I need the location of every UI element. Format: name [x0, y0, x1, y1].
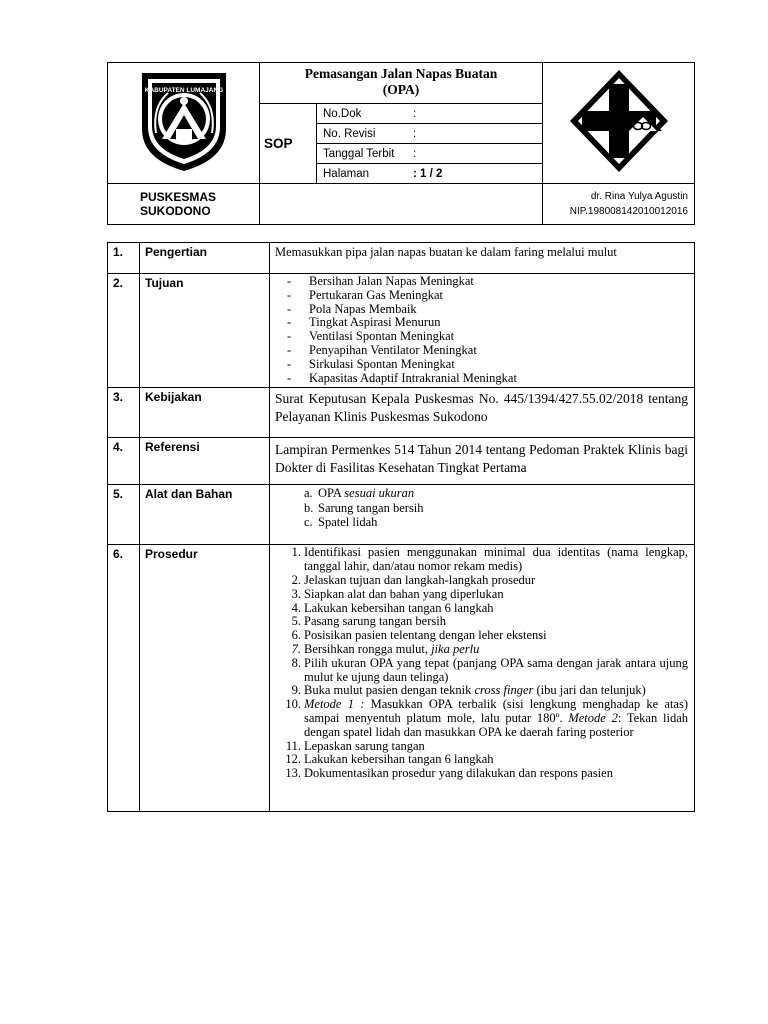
- meta-row-no-revisi: [317, 124, 543, 144]
- row-prosedur: [108, 545, 695, 812]
- row-label: Tujuan: [140, 274, 270, 388]
- prosedur-list: [275, 546, 688, 781]
- blank-cell: [260, 184, 543, 225]
- list-item: 7. Bersihkan rongga mulut, jika perlu: [291, 641, 480, 656]
- row-label: Kebijakan: [140, 388, 270, 438]
- list-item: 3. Siapkan alat dan bahan yang diperlukan: [291, 586, 504, 601]
- row-alat-dan-bahan: [108, 485, 695, 545]
- list-item-text: Penyapihan Ventilator Meningkat: [309, 342, 477, 357]
- alat-cell: [270, 485, 695, 545]
- row-number: 4.: [108, 438, 140, 485]
- row-kebijakan: [108, 388, 695, 438]
- row-label: Alat dan Bahan: [140, 485, 270, 545]
- document-title: [260, 63, 543, 104]
- list-item: - Pola Napas Membaik: [287, 301, 417, 316]
- sop-header-table: [107, 62, 695, 225]
- pengertian-text: Memasukkan pipa jalan napas buatan ke dalam faring melalui mulut: [270, 243, 695, 274]
- puskesmas-logo-cell: [543, 63, 695, 184]
- row-number: 3.: [108, 388, 140, 438]
- row-number: 6.: [108, 545, 140, 812]
- list-item: - Bersihan Jalan Napas Meningkat: [287, 274, 474, 288]
- meta-row-halaman: [317, 164, 543, 184]
- list-item-text: Sirkulasi Spontan Meningkat: [309, 356, 455, 371]
- row-label: Prosedur: [140, 545, 270, 812]
- list-item-text: Pertukaran Gas Meningkat: [309, 287, 443, 302]
- list-item: 9. Buka mulut pasien dengan teknik cross finger (ibu jari dan telunjuk): [291, 683, 646, 698]
- title-line-2: (OPA): [382, 82, 420, 97]
- sop-body-table: [107, 242, 695, 812]
- institution-line-2: SUKODONO: [140, 204, 211, 218]
- meta-value: :: [413, 147, 417, 160]
- list-item: 10. Metode 1 : Masukkan OPA terbalik (sisi lengkung menghadap ke atas) sampai menyentuh platum mole, lalu putar 180º. Metode 2: Tekan lidah dengan spatel lidah dan masukkan OPA ke daerah faring posterior: [285, 697, 688, 739]
- row-label: Referensi: [140, 438, 270, 485]
- institution-name: [108, 184, 260, 225]
- signature-block: [543, 184, 695, 225]
- meta-label: Halaman: [323, 167, 370, 180]
- row-tujuan: [108, 274, 695, 388]
- list-item: 6. Posisikan pasien telentang dengan leher ekstensi: [291, 628, 547, 643]
- list-item: - Pertukaran Gas Meningkat: [287, 287, 443, 302]
- lumajang-logo-cell: [108, 63, 260, 184]
- meta-row-no-dok: [317, 104, 543, 124]
- tujuan-list: [275, 275, 688, 385]
- list-item: - Kapasitas Adaptif Intrakranial Meningkat: [287, 370, 517, 385]
- list-item: 2. Jelaskan tujuan dan langkah-langkah prosedur: [291, 572, 536, 587]
- lumajang-regency-emblem-icon: [132, 67, 236, 175]
- meta-label: No.Dok: [323, 107, 362, 120]
- kebijakan-text: Surat Keputusan Kepala Puskesmas No. 445/1394/427.55.02/2018 tentang Pelayanan Klinis Puskesmas Sukodono: [270, 388, 695, 438]
- list-item-text: Tingkat Aspirasi Menurun: [309, 315, 441, 330]
- meta-value: :: [413, 127, 417, 140]
- meta-row-tanggal-terbit: [317, 144, 543, 164]
- signer-name: dr. Rina Yulya Agustin: [590, 191, 688, 202]
- list-item: 5. Pasang sarung tangan bersih: [291, 614, 446, 629]
- prosedur-cell: [270, 545, 695, 812]
- alat-list: [275, 486, 688, 530]
- signer-nip: NIP.198008142010012016: [569, 206, 688, 217]
- list-item: 13. Dokumentasikan prosedur yang dilakukan dan respons pasien: [285, 766, 613, 781]
- list-item: - Sirkulasi Spontan Meningkat: [287, 356, 455, 371]
- row-pengertian: [108, 243, 695, 274]
- list-item: - Tingkat Aspirasi Menurun: [287, 315, 441, 330]
- list-item: - Penyapihan Ventilator Meningkat: [287, 342, 477, 357]
- list-item: c. Spatel lidah: [304, 515, 378, 530]
- row-number: 5.: [108, 485, 140, 545]
- title-line-1: Pemasangan Jalan Napas Buatan: [304, 66, 498, 81]
- list-item: b. Sarung tangan bersih: [304, 500, 424, 515]
- list-item-text: Kapasitas Adaptif Intrakranial Meningkat: [309, 370, 517, 385]
- list-item: 1. Identifikasi pasien menggunakan minimal dua identitas (nama lengkap, tanggal lahir, dan/atau nomor rekam medis): [291, 545, 688, 574]
- list-item-text: Pola Napas Membaik: [309, 301, 417, 316]
- meta-label: No. Revisi: [323, 127, 376, 140]
- list-item-text: Bersihan Jalan Napas Meningkat: [309, 274, 474, 288]
- puskesmas-logo-icon: [567, 67, 671, 175]
- list-item: 8. Pilih ukuran OPA yang tepat (panjang OPA sama dengan jarak antara ujung mulut ke ujung daun telinga): [291, 655, 688, 684]
- row-label: Pengertian: [140, 243, 270, 274]
- meta-value: : 1 / 2: [413, 167, 443, 180]
- list-item: - Ventilasi Spontan Meningkat: [287, 329, 455, 344]
- sop-label: SOP: [260, 104, 317, 184]
- institution-line-1: PUSKESMAS: [140, 190, 217, 204]
- list-item: a. OPA sesuai ukuran: [304, 486, 415, 501]
- meta-value: :: [413, 107, 417, 120]
- meta-label: Tanggal Terbit: [323, 147, 395, 160]
- list-item: 12. Lakukan kebersihan tangan 6 langkah: [285, 752, 494, 767]
- referensi-text: Lampiran Permenkes 514 Tahun 2014 tentang Pedoman Praktek Klinis bagi Dokter di Fasilitas Kesehatan Tingkat Pertama: [270, 438, 695, 485]
- list-item: 4. Lakukan kebersihan tangan 6 langkah: [291, 600, 494, 615]
- list-item: 11. Lepaskan sarung tangan: [285, 738, 425, 753]
- row-number: 2.: [108, 274, 140, 388]
- row-referensi: [108, 438, 695, 485]
- row-number: 1.: [108, 243, 140, 274]
- tujuan-cell: [270, 274, 695, 388]
- emblem-text: KABUPATEN LUMAJANG: [144, 86, 223, 94]
- list-item-text: Ventilasi Spontan Meningkat: [309, 329, 455, 344]
